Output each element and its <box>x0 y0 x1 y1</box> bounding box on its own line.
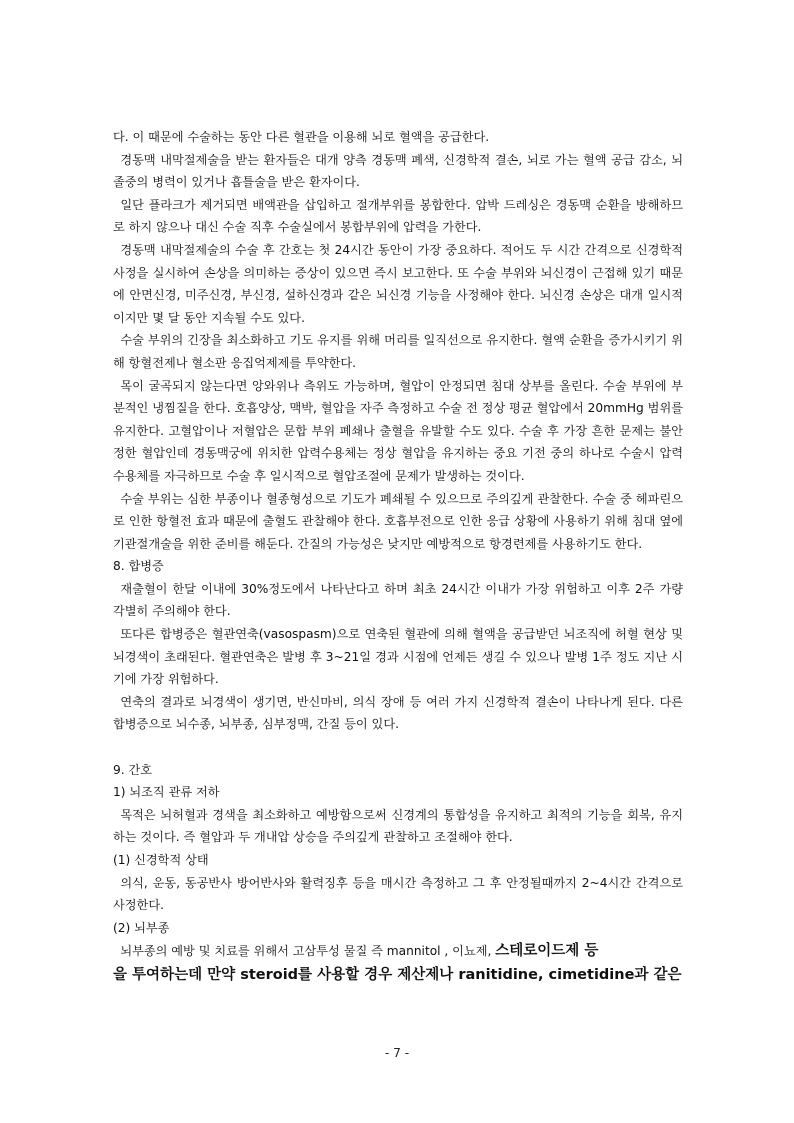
paragraph: 경동맥 내막절제술의 수술 후 간호는 첫 24시간 동안이 가장 중요하다. 적어도 두 시간 간격으로 신경학적 사정을 실시하여 손상을 의미하는 증상이 있으면 즉시 보고한다. 또 수술 부위와 뇌신경이 근접해 있기 때문에 안면신경, 미주신경, 부신경, 설하신경과 같은 뇌신경 기능을 사정해야 한다. 뇌신경 손상은 대개 일시적이지만 몇 달 동안 지속될 수도 있다. <box>113 242 683 325</box>
page-number: - 7 - <box>384 1046 410 1060</box>
section-heading: 8. 합병증 <box>113 559 164 574</box>
paragraph: 목적은 뇌허혈과 경색을 최소화하고 예방함으로써 신경계의 통합성을 유지하고 최적의 기능을 회복, 유지하는 것이다. 즉 혈압과 두 개내압 상승을 주의깊게 관찰하고 조절해야 한다. <box>113 807 683 845</box>
paragraph: 경동맥 내막절제술을 받는 환자들은 대개 양측 경동맥 폐색, 신경학적 결손, 뇌로 가는 혈액 공급 감소, 뇌졸중의 병력이 있거나 흡틀술을 받은 환자이다. <box>113 152 683 190</box>
section-heading: 9. 간호 <box>113 762 153 777</box>
paragraph: 의식, 운동, 동공반사 방어반사와 활력징후 등을 매시간 측정하고 그 후 안정될때까지 2~4시간 간격으로 사정한다. <box>113 875 683 913</box>
paragraph: 다. 이 때문에 수술하는 동안 다른 혈관을 이용해 뇌로 혈액을 공급한다. <box>113 130 490 144</box>
paragraph-text: 뇌부종의 예방 및 치료를 위해서 고삼투성 물질 즉 mannitol , 이뇨제, <box>120 944 496 959</box>
paragraph <box>113 939 683 963</box>
item-heading: (1) 신경학적 상태 <box>113 853 209 867</box>
paragraph: 수술 부위의 긴장을 최소화하고 기도 유지를 위해 머리를 일직선으로 유지한다. 혈액 순환을 증가시키기 위해 항혈전제나 혈소판 응집억제제를 투약한다. <box>113 333 683 370</box>
paragraph: 수술 부위는 심한 부종이나 혈종형성으로 기도가 폐쇄될 수 있으므로 주의깊게 관찰한다. 수술 중 헤파린으로 인한 항혈전 효과 때문에 출혈도 관찰해야 한다. 호흡부전으로 인한 응급 상황에 사용하기 위해 침대 옆에 기관절개술을 위한 준비를 해둔다. 간질의 가능성은 낮지만 예방적으로 항경련제를 사용하기도 한다. <box>113 491 683 551</box>
subsection-heading: 1) 뇌조직 관류 저하 <box>113 785 220 800</box>
document-body <box>113 126 683 987</box>
item-heading: (2) 뇌부종 <box>113 920 170 935</box>
paragraph: 목이 굴곡되지 않는다면 앙와위나 측위도 가능하며, 혈압이 안정되면 침대 상부를 올린다. 수술 부위에 부분적인 냉찜질을 한다. 호흡양상, 맥박, 혈압을 자주 측정하고 수술 전 정상 평균 혈압에서 20mmHg 범위를 유지한다. 고혈압이나 저혈압은 문합 부위 폐쇄나 출혈을 유발할 수도 있다. 수술 후 가장 흔한 문제는 불안정한 혈압인데 경동맥궁에 위치한 압력수용체는 정상 혈압을 유지하는 중요 기전 중의 하나로 수술시 압력 수용체를 자극하므로 수술 후 일시적으로 혈압조절에 문제가 발생하는 것이다. <box>113 378 683 483</box>
paragraph: 일단 플라크가 제거되면 배액관을 삽입하고 절개부위를 봉합한다. 압박 드레싱은 경동맥 순환을 방해하므로 하지 않으나 대신 수술 직후 수술실에서 봉합부위에 압력을 가한다. <box>113 197 683 235</box>
paragraph: 재출혈이 한달 이내에 30%정도에서 나타난다고 하며 최초 24시간 이내가 가장 위험하고 이후 2주 가량 각별히 주의해야 한다. <box>113 581 683 619</box>
spacer <box>113 736 683 759</box>
paragraph: 연축의 결과로 뇌경색이 생기면, 반신마비, 의식 장애 등 여러 가지 신경학적 결손이 나타나게 된다. 다른 합병증으로 뇌수종, 뇌부종, 심부정맥, 간질 등이 있다. <box>113 694 683 732</box>
paragraph-large: 을 투여하는데 만약 steroid를 사용할 경우 제산제나 ranitidine, cimetidine과 같은 <box>113 967 682 984</box>
paragraph-text-large: 스테로이드제 등 <box>495 943 599 960</box>
paragraph: 또다른 합병증은 혈관연축(vasospasm)으로 연축된 혈관에 의해 혈액을 공급받던 뇌조직에 허혈 현상 및 뇌경색이 초래된다. 혈관연축은 발병 후 3~21일 경과 시점에 언제든 생길 수 있으나 발병 1주 정도 지난 시기에 가장 위험하다. <box>113 627 683 687</box>
